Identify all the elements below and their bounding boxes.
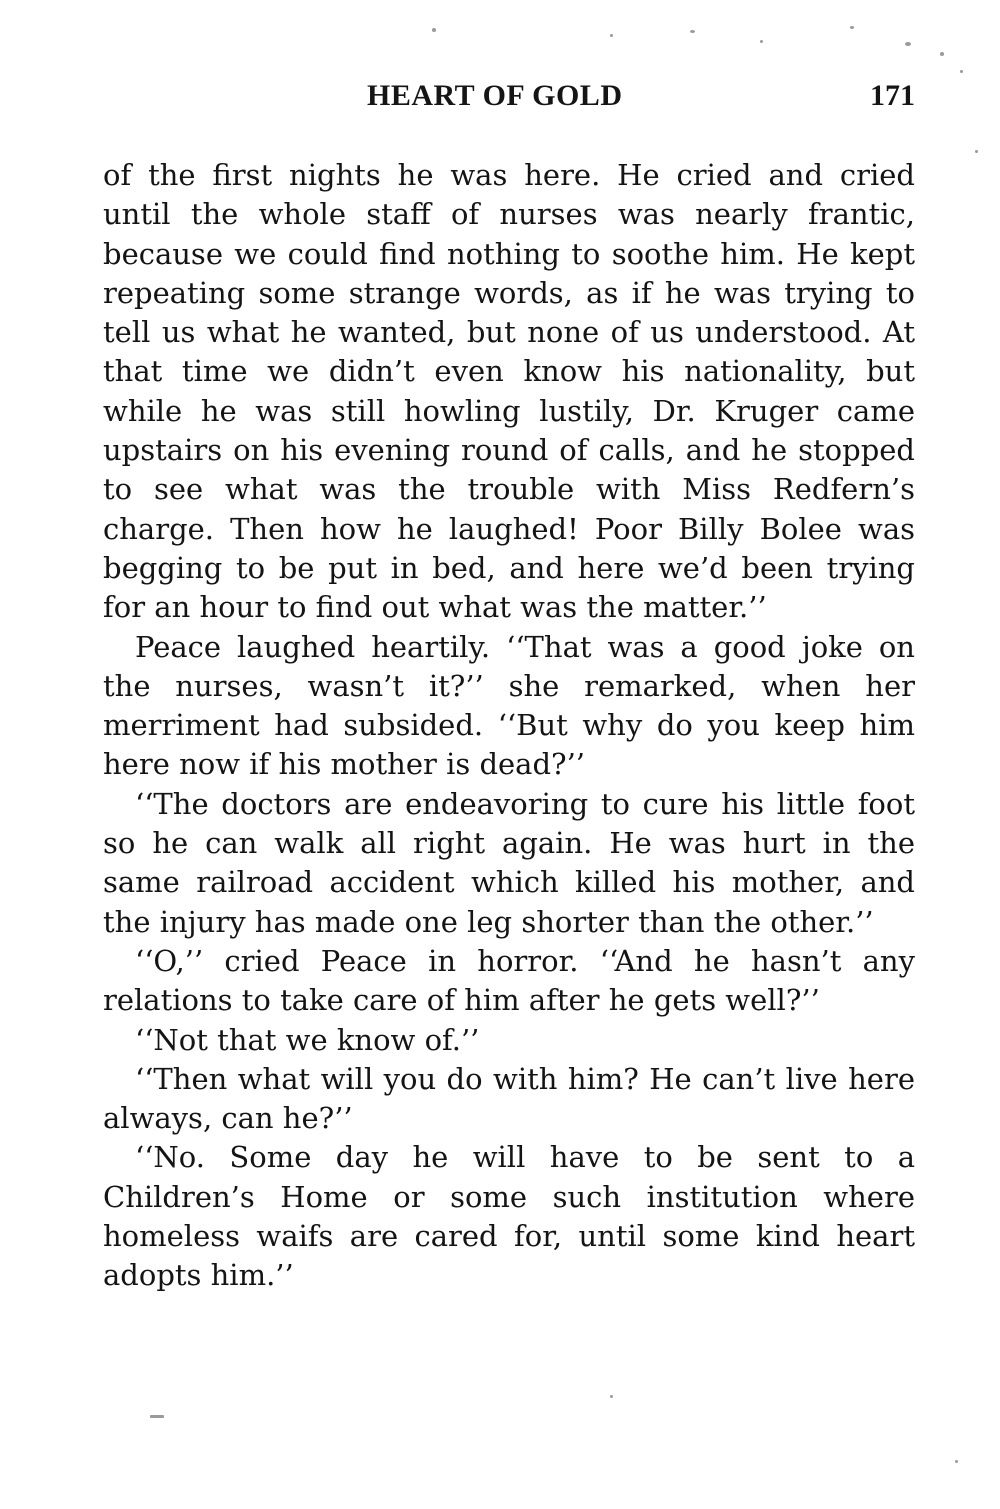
scan-speck: [940, 52, 944, 56]
paragraph-7: ‘‘No. Some day he will have to be sent to a Children’s Home or some such institution where homeless waifs are cared for, until some kind heart adopts him.’’: [103, 1140, 915, 1293]
scan-speck: [432, 28, 436, 32]
paragraph-5: ‘‘Not that we know of.’’: [135, 1022, 480, 1057]
paragraph-3: ‘‘The doctors are endeavoring to cure his little foot so he can walk all right again. He was hurt in the same railroad accident which killed his mother, and the injury has made one leg shorter than the other.’’: [103, 786, 915, 939]
paragraph-4: ‘‘O,’’ cried Peace in horror. ‘‘And he hasn’t any relations to take care of him after he gets well?’’: [103, 943, 915, 1018]
paragraph-1: of the first nights he was here. He cried and cried until the whole staff of nurses was nearly frantic, because we could find nothing to soothe him. He kept repeating some strange words, as if he was trying to tell us what he wanted, but none of us understood. At that time we didn’t even know his nationality, but while he was still howling lustily, Dr. Kruger came upstairs on his evening round of calls, and he stopped to see what was the trouble with Miss Redfern’s charge. Then how he laughed! Poor Billy Bolee was begging to be put in bed, and here we’d been trying for an hour to find out what was the matter.’’: [103, 158, 915, 625]
scan-speck: [690, 30, 695, 33]
running-title: HEART OF GOLD: [367, 79, 623, 112]
scan-speck: [850, 26, 854, 29]
scan-speck: [610, 34, 613, 37]
scan-speck: [610, 1395, 613, 1398]
paragraph-2: Peace laughed heartily. ‘‘That was a good joke on the nurses, wasn’t it?’’ she remarked, when her merriment had subsided. ‘‘But why do you keep him here now if his mother is dead?’’: [103, 629, 915, 782]
scan-speck: [760, 40, 763, 43]
scan-speck: [150, 1415, 164, 1418]
scan-speck: [960, 70, 963, 73]
page-number: 171: [870, 79, 915, 112]
scan-speck: [955, 1460, 958, 1463]
scan-speck: [975, 150, 978, 153]
paragraph-6: ‘‘Then what will you do with him? He can’t live here always, can he?’’: [103, 1061, 915, 1136]
body-text: [103, 156, 915, 1296]
running-head: [103, 74, 915, 118]
scan-speck: [905, 42, 911, 46]
